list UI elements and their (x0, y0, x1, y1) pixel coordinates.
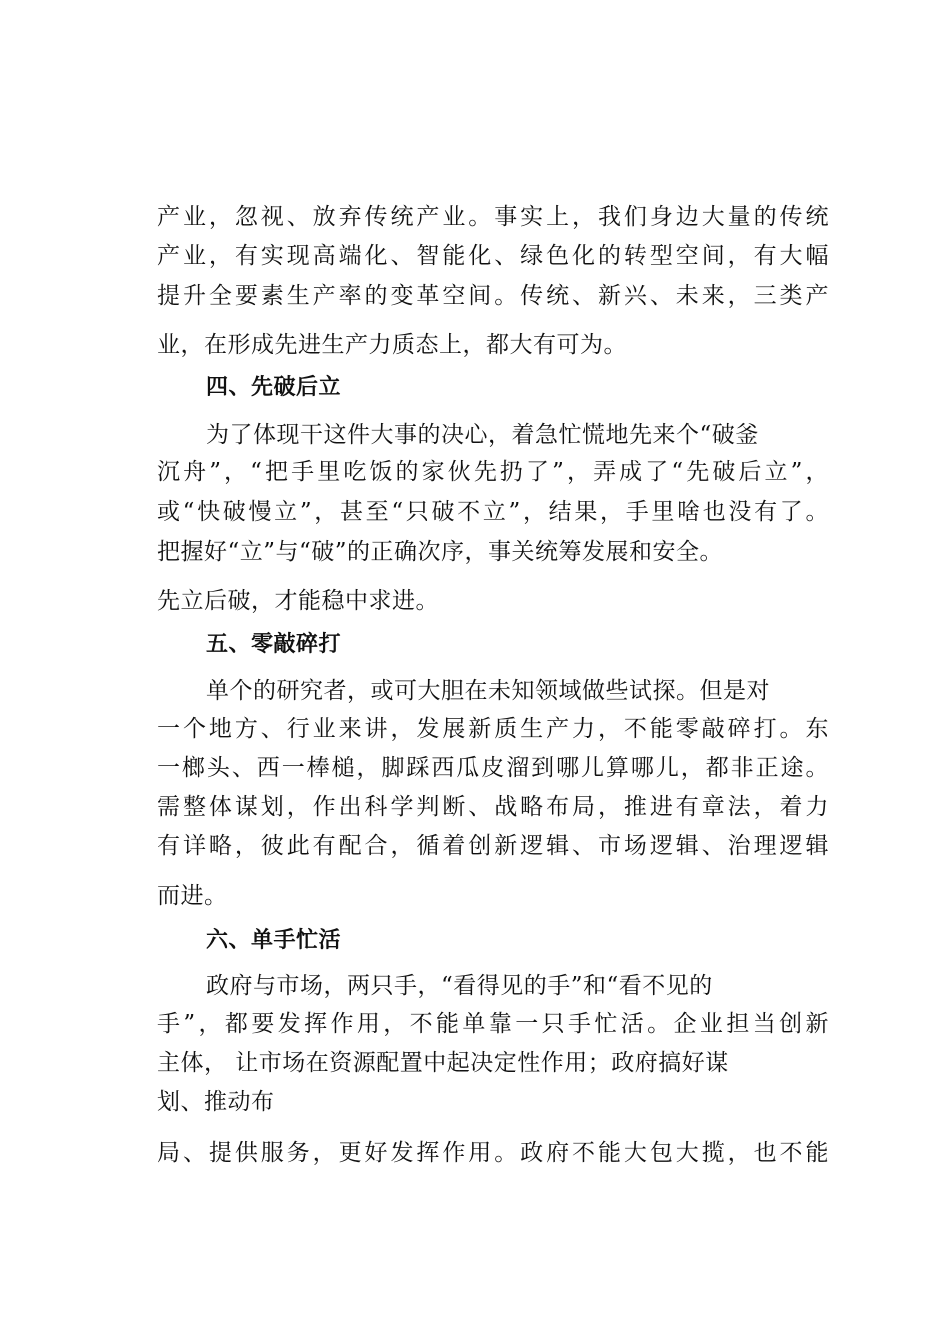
section-heading: 五、零敲碎打 (206, 632, 342, 657)
paragraph-line: 先立后破，才能稳中求进。 (157, 588, 439, 614)
paragraph-line: 有详略，彼此有配合，循着创新逻辑、市场逻辑、治理逻辑 (157, 833, 829, 859)
paragraph-line: 需整体谋划，作出科学判断、战略布局，推进有章法，着力 (157, 794, 829, 820)
paragraph-line: 沉舟”，“把手里吃饭的家伙先扔了”，弄成了“先破后立”， (157, 459, 829, 485)
paragraph-line: 一榔头、西一棒槌，脚踩西瓜皮溜到哪儿算哪儿，都非正途。 (157, 755, 829, 781)
paragraph-line: 局、提供服务，更好发挥作用。政府不能大包大揽，也不能 (157, 1140, 829, 1166)
paragraph-line: 或“快破慢立”，甚至“只破不立”，结果，手里啥也没有了。 (157, 499, 829, 525)
paragraph-line: 而进。 (157, 883, 228, 909)
paragraph-line: 业，在形成先进生产力质态上，都大有可为。 (157, 332, 627, 358)
paragraph-line: 产业，有实现高端化、智能化、绿色化的转型空间，有大幅 (157, 243, 829, 269)
section-heading: 六、单手忙活 (206, 928, 342, 953)
paragraph-line: 政府与市场，两只手，“看得见的手”和“看不见的 (206, 973, 713, 999)
paragraph-line: 主体， 让市场在资源配置中起决定性作用；政府搞好谋 (157, 1050, 729, 1076)
paragraph-line: 手”，都要发挥作用，不能单靠一只手忙活。企业担当创新 (157, 1011, 829, 1037)
paragraph-line: 为了体现干这件大事的决心，着急忙慌地先来个“破釜 (206, 422, 759, 448)
paragraph-line: 一个地方、行业来讲，发展新质生产力，不能零敲碎打。东 (157, 716, 829, 742)
paragraph-line: 单个的研究者，或可大胆在未知领域做些试探。但是对 (206, 678, 770, 704)
paragraph-line: 把握好“立”与“破”的正确次序，事关统筹发展和安全。 (157, 539, 724, 565)
paragraph-line: 产业，忽视、放弃传统产业。事实上，我们身边大量的传统 (157, 204, 829, 230)
section-heading: 四、先破后立 (206, 375, 342, 400)
paragraph-line: 划、推动布 (157, 1089, 275, 1115)
paragraph-line: 提升全要素生产率的变革空间。传统、新兴、未来，三类产 (157, 283, 829, 309)
